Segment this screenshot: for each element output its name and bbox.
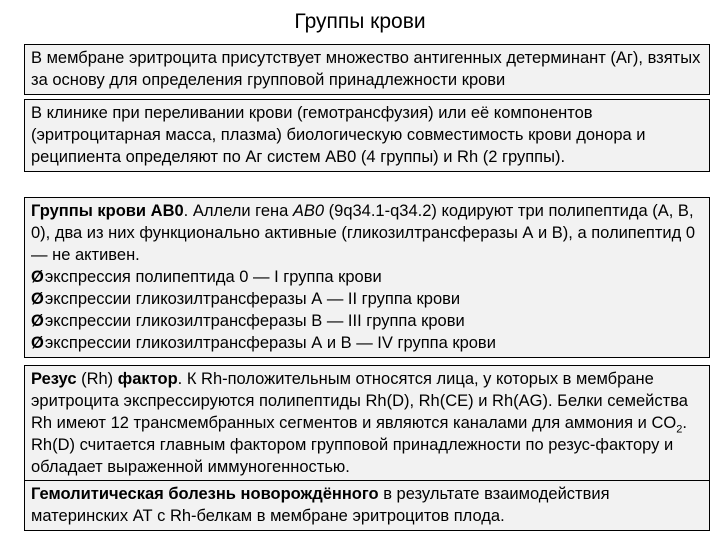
hemolytic-paragraph (31, 483, 703, 527)
rhesus-factor-box (24, 365, 710, 482)
transfusion-compatibility-text: В клинике при переливании крови (гемотрансфузия) или её компонентов (эритроцитарная масса, плазма) биологическую совместимость крови донора и реципиента определяют по Аг систем АВ0 (4 группы) и Rh (2 группы). (31, 104, 646, 166)
rhesus-text-b: . К Rh-положительным относятся лица, у которых в мембране эритроцита экспрессируются полипептиды Rh(D), Rh(CE) и Rh(AG). Белки семейства Rh имеют 12 трансмембранных сегментов и являются каналами для аммония и CO (31, 370, 688, 432)
antigen-determinants-text: В мембране эритроцита присутствует множество антигенных детерминант (Аг), взятых за основу для определения групповой принадлежности крови (31, 49, 701, 89)
ab0-paragraph (31, 200, 703, 266)
list-item (31, 332, 703, 354)
rhesus-text-c: . Rh(D) считается главным фактором групповой принадлежности по резус-фактору и обладает выраженной иммуногенностью. (31, 414, 687, 476)
bullet-arrow-icon: Ø (31, 312, 44, 330)
hemolytic-disease-box (24, 480, 710, 531)
bullet-arrow-icon: Ø (31, 334, 44, 352)
rhesus-text-a: (Rh) (76, 370, 118, 388)
rhesus-heading-2: фактор (117, 370, 178, 388)
list-item (31, 266, 703, 288)
hemolytic-text: в результате взаимодействия материнских АТ с Rh-белкам в мембране эритроцитов плода. (31, 485, 610, 525)
ab0-blood-groups-box (24, 197, 710, 358)
list-item-text: экспрессии гликозилтрансферазы А и В — IV группа крови (44, 334, 496, 352)
rhesus-paragraph (31, 368, 703, 478)
list-item-text: экспрессии гликозилтрансферазы А — II группа крови (44, 290, 461, 308)
list-item (31, 310, 703, 332)
bullet-arrow-icon: Ø (31, 268, 44, 286)
hemolytic-heading: Гемолитическая болезнь новорождённого (31, 485, 379, 503)
list-item-text: экспрессия полипептида 0 — I группа крови (44, 268, 382, 286)
ab0-heading: Группы крови АВ0 (31, 202, 184, 220)
transfusion-compatibility-box (24, 99, 710, 172)
antigen-determinants-box (24, 44, 710, 95)
bullet-arrow-icon: Ø (31, 290, 44, 308)
rhesus-heading: Резус (31, 370, 77, 388)
list-item-text: экспрессии гликозилтрансферазы В — III группа крови (44, 312, 465, 330)
co2-subscript: 2 (676, 423, 683, 436)
ab0-text-a: . Аллели гена (183, 202, 293, 220)
list-item (31, 288, 703, 310)
ab0-text-b: (9q34.1-q34.2) кодируют три полипептида (А, В, 0), два из них функционально активные (гликозилтрансферазы А и В), а полипептид 0 — не активен. (31, 202, 696, 264)
page-title: Группы крови (294, 10, 426, 33)
ab0-gene-name: АВ0 (292, 202, 325, 220)
